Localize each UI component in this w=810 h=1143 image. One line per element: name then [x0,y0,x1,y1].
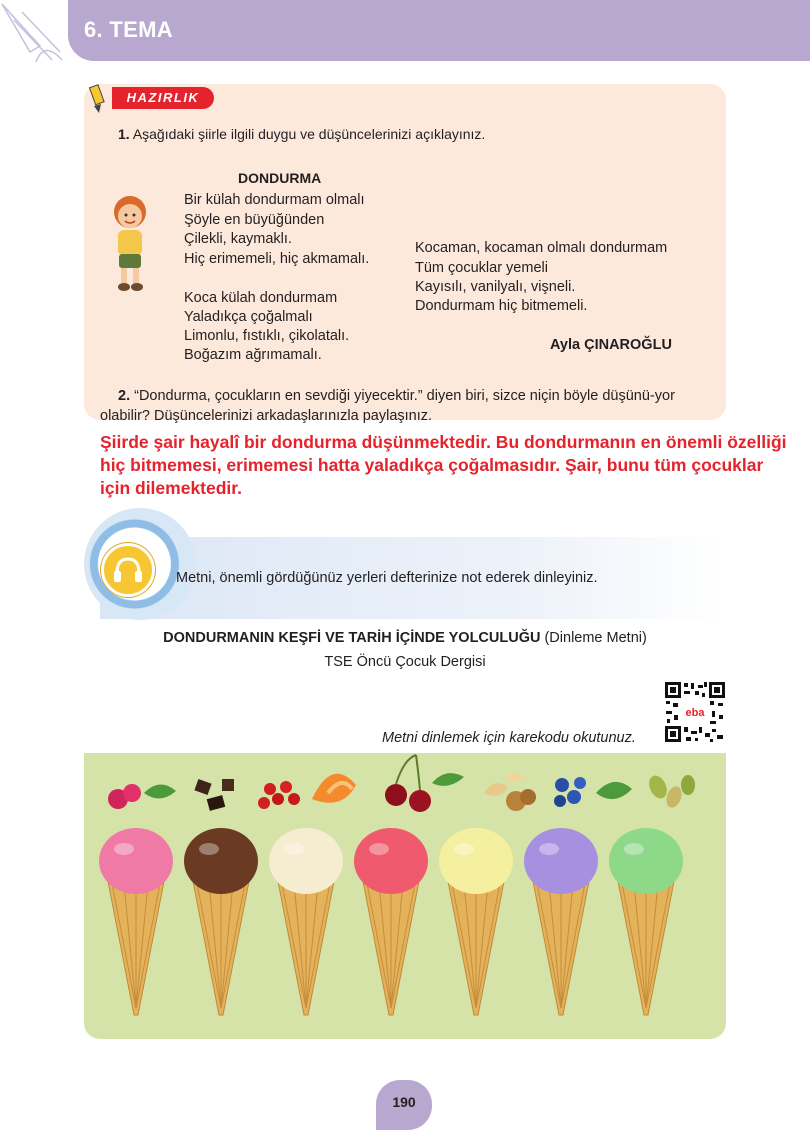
poem-line: Tüm çocuklar yemeli [415,260,548,276]
poem-line: Boğazım ağrımamalı. [184,347,322,363]
scoop-highlight [114,843,134,855]
scoop-highlight [454,843,474,855]
question-1-text: Aşağıdaki şiirle ilgili duygu ve düşüncelerinizi açıklayınız. [132,126,486,142]
pen-nib-icon [0,0,80,70]
preparation-badge: HAZIRLIK [112,87,214,109]
qr-code-icon[interactable] [664,681,726,743]
question-1-number: 1. [118,126,130,142]
question-2 [100,386,720,426]
scoop-highlight [369,843,389,855]
ice-cream-cones-image [84,753,726,1039]
eba-logo: eba [685,707,705,719]
scoop-highlight [539,843,559,855]
theme-title: 6. TEMA [84,17,173,42]
scoop-highlight [624,843,644,855]
header-bar [68,0,810,61]
poem-line: Limonlu, fıstıklı, çikolatalı. [184,328,350,344]
question-2-text: “Dondurma, çocukların en sevdiği yiyecektir.” diyen biri, sizce niçin böyle düşünü-yor olabilir? Düşüncelerinizi arkadaşlarınızla paylaşınız. [100,388,675,424]
poem-line: Yaladıkça çoğalmalı [184,309,313,325]
ice-cream-scoop [269,828,343,894]
question-1 [118,126,485,142]
qr-caption: Metni dinlemek için karekodu okutunuz. [382,730,636,746]
poem-line: Kayısılı, vanilyalı, vişneli. [415,279,576,295]
poem-title: DONDURMA [238,170,322,186]
handwritten-answer: Şiirde şair hayalî bir dondurma düşünmektedir. Bu dondurmanın en önemli özelliği hiç bitmemesi, erimemesi hatta yaladıkça çoğalmasıdır. Şair, bunu tüm çocuklar için dilemektedir. [100,432,787,498]
listening-instruction: Metni, önemli gördüğünüz yerleri defterinize not ederek dinleyiniz. [176,570,598,586]
listening-title-suffix: (Dinleme Metni) [540,630,647,646]
ice-cream-scoop [354,828,428,894]
scoop-highlight [284,843,304,855]
poem-line: Hiç erimemeli, hiç akmamalı. [184,251,370,267]
listening-title-bold: DONDURMANIN KEŞFİ VE TARİH İÇİNDE YOLCULUĞU [163,630,541,646]
scoop-highlight [199,843,219,855]
listening-text-title [0,630,810,646]
ice-cream-scoop [439,828,513,894]
fruit-toppings [108,755,695,812]
listening-text-source: TSE Öncü Çocuk Dergisi [324,654,486,670]
poem-line: Çilekli, kaymaklı. [184,231,292,247]
poem-line: Kocaman, kocaman olmalı dondurmam [415,240,668,256]
ice-cream-scoop [99,828,173,894]
poem-line: Koca külah dondurmam [184,290,338,306]
headphones-icon [104,546,152,594]
pencil-icon [86,84,110,114]
question-2-number: 2. [118,388,131,404]
poem-line: Dondurmam hiç bitmemeli. [415,298,588,314]
page-number: 190 [392,1094,416,1110]
boy-illustration [104,190,156,294]
ice-cream-scoop [524,828,598,894]
ice-cream-scoop [609,828,683,894]
listening-badge [101,543,155,597]
ice-cream-cones [99,828,683,1015]
poem-line: Şöyle en büyüğünden [184,212,325,228]
ice-cream-scoop [184,828,258,894]
poem-author: Ayla ÇINAROĞLU [550,337,672,353]
poem-line: Bir külah dondurmam olmalı [184,192,365,208]
ice-cream-illustration [84,753,726,1039]
